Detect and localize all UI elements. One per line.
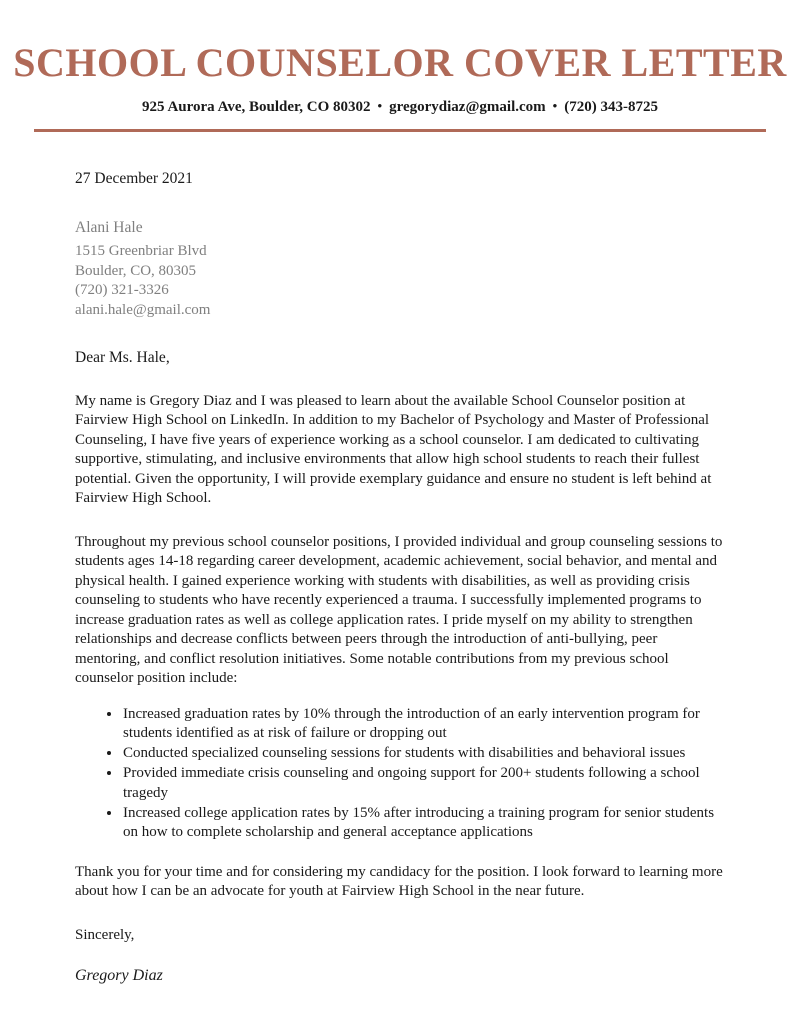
recipient-address-line: 1515 Greenbriar Blvd — [75, 243, 207, 259]
letterhead — [0, 0, 800, 116]
header-divider — [34, 129, 766, 132]
recipient-address-line: Boulder, CO, 80305 — [75, 262, 197, 279]
contact-address: 925 Aurora Ave, Boulder, CO 80302 — [142, 99, 371, 115]
recipient-email: alani.hale@gmail.com — [75, 301, 211, 318]
closing-paragraph: Thank you for your time and for considering my candidacy for the position. I look forward to learning more about how I can be an advocate for youth at Fairview High School in the near future. — [75, 863, 723, 899]
list-item: • Increased college application rates by 15% after introducing a training program for senior students on how to complete scholarship and general acceptance applications — [122, 804, 725, 843]
letter-body — [75, 169, 725, 986]
list-item: • Provided immediate crisis counseling and ongoing support for 200+ students following a school tragedy — [122, 764, 725, 803]
recipient-phone: (720) 321-3326 — [75, 282, 169, 298]
accomplishments-list — [75, 705, 725, 843]
contact-phone: (720) 343-8725 — [564, 99, 658, 115]
list-item: • Increased graduation rates by 10% through the introduction of an early intervention program for students identified as at risk of failure or dropping out — [122, 705, 725, 744]
paragraph: Throughout my previous school counselor positions, I provided individual and group counseling sessions to students ages 14-18 regarding career development, academic achievement, social behavior, and mental and physical health. I gained experience working with students with disabilities, as well as providing crisis counseling to students who have recently experienced a trauma. I successfully implemented programs to increase graduation rates as well as college application rates. I pride myself on my ability to strengthen relationships and decrease conflicts between peers through the introduction of anti-bullying, peer mentoring, and conflict resolution initiatives. Some notable contributions from my previous school counselor position include: — [75, 533, 723, 686]
bullet-separator: • — [552, 98, 558, 113]
paragraph: My name is Gregory Diaz and I was pleased to learn about the available School Counselor position at Fairview High School on LinkedIn. In addition to my Bachelor of Psychology and Master of Professional Counseling, I have five years of experience working as a school counselor. I am dedicated to cultivating supportive, stimulating, and inclusive environments that allow high school students to reach their fullest potential. Given the opportunity, I will provide exemplary guidance and ensure no student is left behind at Fairview High School. — [75, 392, 712, 506]
signature: Gregory Diaz — [75, 967, 163, 984]
recipient-name: Alani Hale — [75, 218, 143, 236]
recipient-details — [75, 242, 725, 320]
page-title: SCHOOL COUNSELOR COVER LETTER — [13, 40, 787, 85]
contact-email: gregorydiaz@gmail.com — [389, 99, 546, 115]
signoff: Sincerely, — [75, 926, 135, 943]
list-item: • Conducted specialized counseling sessions for students with disabilities and behavioral issues — [122, 744, 725, 764]
salutation: Dear Ms. Hale, — [75, 349, 170, 366]
recipient-block — [75, 218, 725, 321]
bullet-separator: • — [377, 98, 383, 113]
contact-line — [0, 99, 800, 116]
letter-date: 27 December 2021 — [75, 170, 193, 187]
